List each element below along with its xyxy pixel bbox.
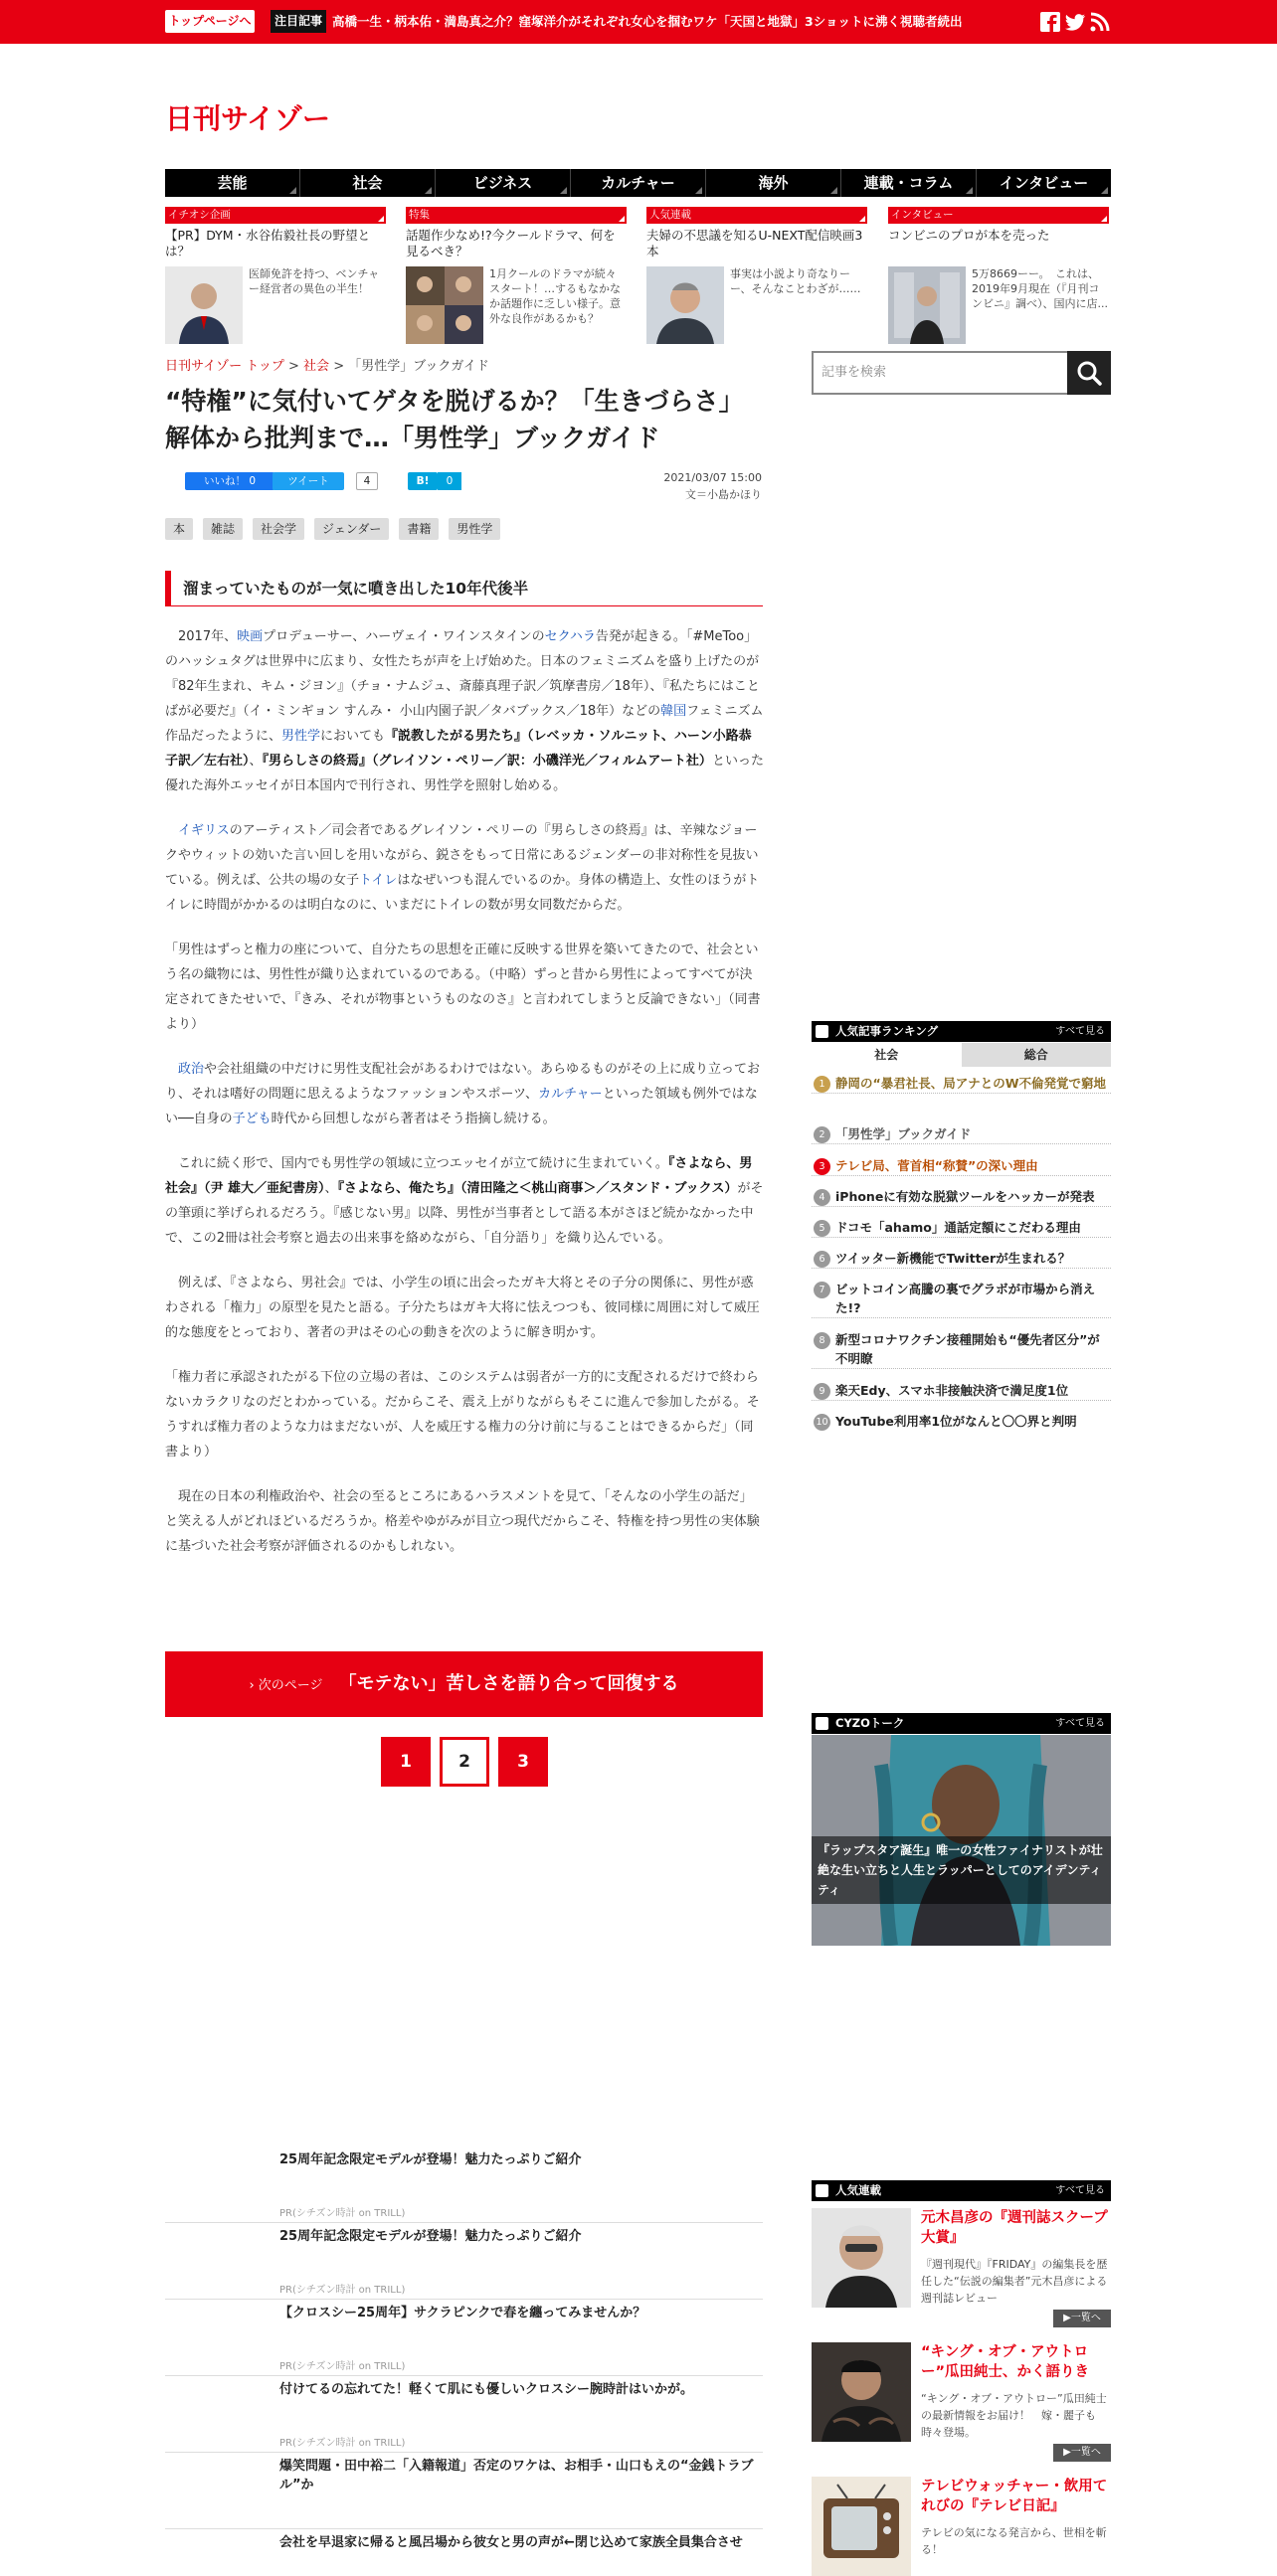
- rank-badge: 3: [814, 1158, 830, 1175]
- series-see-all-link[interactable]: すべて見る: [1055, 2185, 1105, 2196]
- nav-item-column[interactable]: 連載・コラム: [841, 169, 977, 197]
- tweet-button[interactable]: ツイート: [273, 472, 344, 490]
- series-title: 人気連載: [835, 2183, 881, 2197]
- series-item-text: テレビの気になる発言から、世相を斬る！: [921, 2526, 1107, 2556]
- keyword-link[interactable]: カルチャー: [538, 1087, 603, 1102]
- chevron-right-icon: ›: [249, 1678, 259, 1693]
- tag-chip[interactable]: 社会学: [253, 518, 304, 540]
- series-card: [812, 2208, 1111, 2327]
- divider: [165, 2528, 763, 2529]
- global-nav: [165, 169, 1111, 197]
- pr-source: PR(シチズン時計 on TRILL): [279, 2208, 406, 2219]
- ranking-item[interactable]: 1 静岡の“暴君社長、局アナとのW不倫発覚で窮地: [812, 1074, 1111, 1094]
- paragraph: 政治や会社組織の中だけに男性支配社会があるわけではない。あらゆるものがその上に成り立っており、それは嗜好の問題に思えるようなファッションやスポーツ、カルチャーといった領域も例外ではない──自身の子ども時代から回想しながら著者はそう指摘し続ける。: [165, 1062, 761, 1126]
- pr-title[interactable]: 【クロスシー25周年】サクラピンクで春を纏ってみませんか？: [279, 2306, 646, 2320]
- site-logo-text: 日刊サイゾー: [165, 102, 331, 134]
- article-meta: [663, 469, 762, 503]
- ranking-tabs: [812, 1043, 1111, 1067]
- paragraph: 現在の日本の利権政治や、社会の至るところにあるハラスメントを見て、「そんなの小学生の話だ」と笑える人がどれほどいるだろうか。格差やゆがみが目立つ現代だからこそ、特権を持つ男性の実体験に基づいた社会考察が評価されるのかもしれない。: [165, 1489, 760, 1554]
- breadcrumb-category[interactable]: 社会: [303, 359, 330, 374]
- talk-see-all-link[interactable]: すべて見る: [1055, 1718, 1105, 1729]
- top-bar: [0, 0, 1277, 44]
- search-box: [812, 351, 1111, 395]
- tweet-count: 4: [356, 472, 378, 490]
- pickup-excerpt: 医師免許を持つ、ベンチャー経営者の異色の半生！: [249, 267, 380, 295]
- twitter-icon[interactable]: [1064, 11, 1086, 33]
- tab-society[interactable]: 社会: [812, 1043, 962, 1067]
- pickup-card[interactable]: [646, 207, 867, 346]
- ranking-item[interactable]: 4 iPhoneに有効な脱獄ツールをハッカーが発表: [812, 1187, 1111, 1207]
- rank-badge: 5: [814, 1220, 830, 1237]
- ranking-item[interactable]: 8 新型コロナワクチン接種開始も“優先者区分”が不明瞭: [812, 1330, 1111, 1369]
- rank-badge: 2: [814, 1126, 830, 1143]
- ranking-item[interactable]: 5 ドコモ「ahamo」通話定額にこだわる理由: [812, 1218, 1111, 1238]
- pickup-title[interactable]: 話題作少なめ!?今クールドラマ、何を見るべき？: [406, 228, 616, 258]
- nav-item-culture[interactable]: カルチャー: [571, 169, 706, 197]
- paragraph: イギリスのアーティスト／司会者であるグレイソン・ペリーの『男らしさの終焉』は、辛辣なジョークやウィットの効いた言い回しを用いながら、鋭さをもって日常にあるジェンダーの非対称性を見抜いている。例えば、公共の場の女子トイレはなぜいつも混んでいるのか。身体の構造上、女性のほうがトイレに時間がかかるのは明白なのに、いまだにトイレの数が男女同数だからだ。: [165, 823, 760, 913]
- keyword-link[interactable]: 子ども: [232, 1112, 272, 1126]
- rank-badge: 9: [814, 1383, 830, 1400]
- pickup-thumbnail[interactable]: [165, 266, 243, 344]
- ranking-item[interactable]: 2 「男性学」ブックガイド: [812, 1124, 1111, 1144]
- divider: [165, 2222, 763, 2223]
- pickup-card[interactable]: [406, 207, 627, 346]
- series-thumbnail[interactable]: [812, 2208, 911, 2308]
- talk-caption[interactable]: 『ラップスタア誕生』唯一の女性ファイナリストが壮絶な生い立ちと人生とラッパーとしてのアイデンティティ: [812, 1836, 1111, 1904]
- ranking-item[interactable]: 6 ツイッター新機能でTwitterが生まれる？: [812, 1249, 1111, 1269]
- facebook-like-button[interactable]: いいね！ 0: [185, 472, 274, 490]
- paragraph: 例えば、『さよなら、男社会』では、小学生の頃に出会ったガキ大将とその子分の関係に、男性が惑わされる「権力」の原型を見たと語る。子分たちはガキ大将に怯えつつも、彼同様に周囲に対して威圧的な態度をとっており、著者の尹はその心の動きを次のように解き明かす。: [165, 1276, 760, 1340]
- pickup-thumbnail[interactable]: [888, 266, 966, 344]
- site-logo[interactable]: [165, 100, 356, 134]
- series-item-title[interactable]: テレビウォッチャー・飲用てれびの『テレビ日記』: [921, 2479, 1108, 2514]
- nav-item-business[interactable]: ビジネス: [436, 169, 571, 197]
- divider: [165, 2375, 763, 2376]
- pr-title[interactable]: 25周年記念限定モデルが登場！魅力たっぷりご紹介: [279, 2229, 582, 2244]
- article-title: “特権”に気付いてゲタを脱げるか？「生きづらさ」解体から批判まで…「男性学」ブックガイド: [165, 387, 744, 452]
- series-thumbnail[interactable]: [812, 2342, 911, 2442]
- next-page-button[interactable]: [165, 1651, 763, 1717]
- next-page-label: › 次のページ: [249, 1678, 323, 1693]
- pickup-excerpt: 1月クールのドラマが続々スタート！…するもなかなか話題作に乏しい様子。意外な良作があるかも？: [489, 267, 621, 325]
- hatena-count: 0: [438, 472, 461, 490]
- series-header: [812, 2180, 1111, 2201]
- tag-chip[interactable]: ジェンダー: [314, 518, 389, 540]
- page-1-button[interactable]: 1: [381, 1737, 431, 1787]
- page-2-button[interactable]: 2: [440, 1737, 489, 1787]
- pickup-card[interactable]: [888, 207, 1109, 346]
- quote-paragraph: 「男性はずっと権力の座について、自分たちの思想を正確に反映する世界を築いてきたので、社会という名の織物には、男性性が織り込まれているのである。（中略）ずっと昔から男性によってすべてが決定されてきたせいで、『きみ、それが物事というものなのさ』と言われてしまうと反論できない」（同書より）: [165, 943, 761, 1032]
- tv-icon[interactable]: [812, 2477, 911, 2576]
- search-button[interactable]: [1067, 351, 1111, 395]
- search-icon: [1067, 351, 1111, 395]
- rank-badge: 7: [814, 1282, 830, 1298]
- pickup-thumbnail[interactable]: [406, 266, 483, 344]
- pr-title[interactable]: 25周年記念限定モデルが登場！魅力たっぷりご紹介: [279, 2152, 582, 2167]
- quote-paragraph: 「権力者に承認されたがる下位の立場の者は、このシステムは弱者が一方的に支配されるだけで終わらないカラクリなのだとわかっている。だからこそ、震え上がりながらもそこに進んで参加したがる。そうすれば権力者のような力はまだないが、人を威圧する権力の分け前に与ることはできるからだ」（同書より）: [165, 1370, 760, 1460]
- series-more-button[interactable]: ▶一覧へ: [1053, 2444, 1111, 2462]
- chat-icon: [816, 1717, 828, 1730]
- ranking-see-all-link[interactable]: すべて見る: [1055, 1026, 1105, 1037]
- pickup-tag: イチオシ企画: [165, 207, 386, 224]
- pickup-card[interactable]: [165, 207, 386, 346]
- pr-title[interactable]: 爆笑問題・田中裕二「入籍報道」否定のワケは、お相手・山口もえの“金銭トラブル”か: [279, 2459, 754, 2492]
- pickup-excerpt: 事実は小説より奇なりーー、そんなことわざが……: [730, 267, 861, 295]
- series-card: [812, 2477, 1111, 2556]
- paragraph: 2017年、映画プロデューサー、ハーヴェイ・ワインスタインのセクハラ告発が起きる。「#MeToo」のハッシュタグは世界中に広まり、女性たちが声を上げ始めた。日本のフェミニズムを盛り上げたのが『82年生まれ、キム・ジヨン』（チョ・ナムジュ、斎藤真理子訳／筑摩書房／18年）、『私たちにはことばが必要だ』（イ・ミンギョン すんみ・ 小山内園子訳／タバブックス／18年）などの韓国フェミニズム作品だったように、男性学においても『説教したがる男たち』（レベッカ・ソルニット、ハーン小路恭子訳／左右社）、『男らしさの終焉』（グレイソン・ペリー／訳：小磯洋光／フィルムアート社）といった優れた海外エッセイが日本国内で刊行され、男性学を照射し始める。: [165, 629, 764, 793]
- pickup-thumbnail[interactable]: [646, 266, 724, 344]
- article-body: [165, 624, 764, 1579]
- rank-badge: 6: [814, 1251, 830, 1268]
- next-page-title: 「モテない」苦しさを語り合って回復する: [338, 1673, 679, 1694]
- ranking-item[interactable]: 3 テレビ局、菅首相“称賛”の深い理由: [812, 1156, 1111, 1176]
- pr-source: PR(シチズン時計 on TRILL): [279, 2438, 406, 2449]
- breadcrumb-separator: >: [333, 359, 345, 374]
- tab-overall[interactable]: 総合: [962, 1043, 1112, 1067]
- pr-title[interactable]: 会社を早退家に帰ると風呂場から彼女と男の声が←閉じ込めて家族全員集合させ: [279, 2535, 743, 2550]
- tag-chip[interactable]: 書籍: [399, 518, 439, 540]
- nav-item-society[interactable]: 社会: [300, 169, 436, 197]
- series-item-text: 『週刊現代』『FRIDAY』の編集長を歴任した“伝説の編集者”元木昌彦による週刊誌レビュー: [921, 2258, 1108, 2305]
- paragraph: これに続く形で、国内でも男性学の領域に立つエッセイが立て続けに生まれていく。『さよなら、男社会』（尹 雄大／亜紀書房）、『さよなら、俺たち』（清田隆之＜桃山商事＞／スタンド・ブックス）がその筆頭に挙げられるだろう。『感じない男』以降、男性が当事者として語る本がさほど続かなかった中で、この2冊は社会考察と過去の出来事を絡めながら、「自分語り」を織り込んでいる。: [165, 1156, 764, 1246]
- facebook-icon[interactable]: [1039, 11, 1061, 33]
- series-item-title[interactable]: 元木昌彦の『週刊誌スクープ大賞』: [921, 2210, 1108, 2246]
- pickup-title[interactable]: 【PR】DYM・水谷佑毅社長の野望とは？: [165, 228, 371, 258]
- search-input[interactable]: 記事を検索: [821, 365, 887, 380]
- tag-chip[interactable]: 男性学: [449, 518, 500, 540]
- nav-item-overseas[interactable]: 海外: [706, 169, 841, 197]
- pr-source: PR(シチズン時計 on TRILL): [279, 2285, 406, 2296]
- focus-headline-link[interactable]: 高橋一生・柄本佑・満島真之介？窪塚洋介がそれぞれ女心を掴むワケ「天国と地獄」3ショットに沸く視聴者続出: [332, 14, 963, 29]
- breadcrumb-current: 「男性学」ブックガイド: [348, 359, 489, 374]
- hatena-bookmark-button[interactable]: B!: [408, 472, 438, 490]
- author: 文＝小島かほり: [685, 488, 762, 501]
- pickup-tag: 人気連載: [646, 207, 867, 224]
- book-icon: [816, 2184, 828, 2197]
- nav-item-interview[interactable]: インタビュー: [977, 169, 1111, 197]
- rank-badge: 4: [814, 1189, 830, 1206]
- keyword-link[interactable]: 男性学: [281, 729, 321, 744]
- focus-badge: 注目記事: [271, 10, 326, 33]
- keyword-link[interactable]: 映画: [237, 629, 264, 644]
- tag-list: [165, 518, 510, 540]
- talk-title: CYZOトーク: [835, 1716, 905, 1730]
- talk-header: [812, 1713, 1111, 1734]
- publish-date: 2021/03/07 15:00: [663, 471, 762, 484]
- series-item-text: “キング・オブ・アウトロー”瓜田純士の最新情報をお届け！ 嫁・麗子も時々登場。: [921, 2392, 1107, 2439]
- pickup-title[interactable]: コンビニのプロが本を売った: [888, 228, 1050, 243]
- series-more-button[interactable]: ▶一覧へ: [1053, 2310, 1111, 2327]
- breadcrumb: [165, 355, 489, 374]
- ranking-header: [812, 1021, 1111, 1042]
- pickup-tag: 特集: [406, 207, 627, 224]
- rss-icon[interactable]: [1089, 11, 1111, 33]
- crown-icon: [816, 1025, 828, 1038]
- rank-badge: 1: [814, 1076, 830, 1093]
- breadcrumb-home[interactable]: 日刊サイゾー トップ: [165, 359, 284, 374]
- page-3-button[interactable]: 3: [498, 1737, 548, 1787]
- ranking-item[interactable]: 7 ビットコイン高騰の裏でグラボが市場から消えた!?: [812, 1280, 1111, 1318]
- tag-chip[interactable]: 雑誌: [203, 518, 243, 540]
- keyword-link[interactable]: セクハラ: [544, 629, 596, 644]
- rank-badge: 10: [814, 1414, 830, 1431]
- pr-title[interactable]: 付けてるの忘れてた！軽くて肌にも優しいクロスシー腕時計はいかが。: [279, 2382, 694, 2397]
- ranking-item[interactable]: 10 YouTube利用率1位がなんと〇〇界と判明: [812, 1412, 1111, 1431]
- nav-item-entertainment[interactable]: 芸能: [165, 169, 300, 197]
- section-heading: 溜まっていたものが一気に噴き出した10年代後半: [165, 571, 763, 606]
- pr-source: PR(シチズン時計 on TRILL): [279, 2361, 406, 2372]
- breadcrumb-separator: >: [287, 359, 299, 374]
- tag-chip[interactable]: 本: [165, 518, 193, 540]
- ranking-item[interactable]: 9 楽天Edy、スマホ非接触決済で満足度1位: [812, 1381, 1111, 1401]
- rank-badge: 8: [814, 1332, 830, 1349]
- keyword-link[interactable]: イギリス: [178, 823, 230, 838]
- divider: [165, 2299, 763, 2300]
- series-card: [812, 2342, 1111, 2462]
- keyword-link[interactable]: 韓国: [660, 704, 687, 719]
- pickup-title[interactable]: 夫婦の不思議を知るU-NEXT配信映画3本: [646, 228, 863, 258]
- series-item-title[interactable]: “キング・オブ・アウトロー”瓜田純士、かく語りき: [921, 2344, 1090, 2380]
- divider: [165, 2452, 763, 2453]
- keyword-link[interactable]: 政治: [178, 1062, 205, 1077]
- pickup-tag: インタビュー: [888, 207, 1109, 224]
- keyword-link[interactable]: トイレ: [359, 873, 398, 888]
- pickup-excerpt: 5万8669ーー。 これは、2019年9月現在（『月刊コンビニ』調べ）、国内に店...: [972, 267, 1108, 310]
- ranking-title: 人気記事ランキング: [835, 1024, 939, 1038]
- top-page-button[interactable]: トップページへ: [165, 10, 255, 33]
